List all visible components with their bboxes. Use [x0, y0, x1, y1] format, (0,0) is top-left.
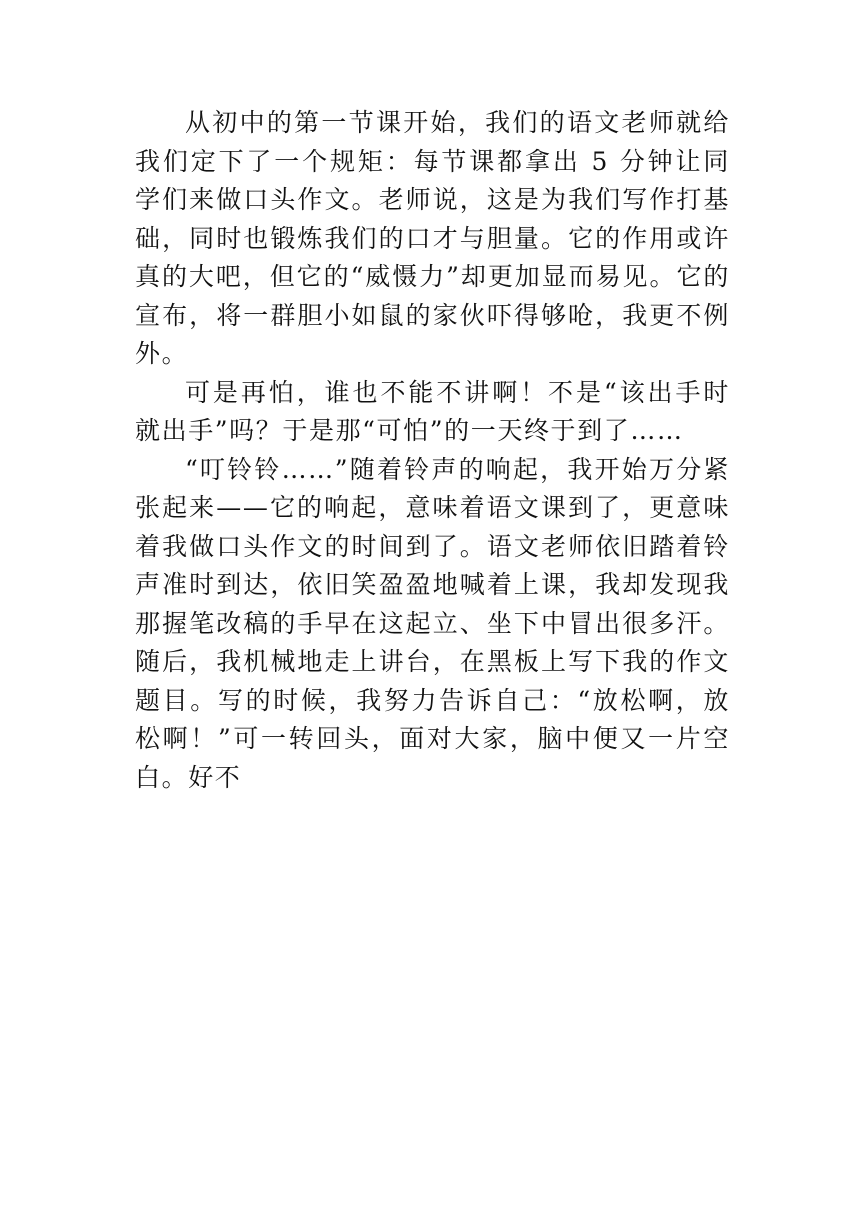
- essay-body: [135, 104, 730, 797]
- paragraph-1: 从初中的第一节课开始，我们的语文老师就给我们定下了一个规矩：每节课都拿出 5 分钟让同学们来做口头作文。老师说，这是为我们写作打基础，同时也锻炼我们的口才与胆量。它的作用或许真的大吧，但它的“威慑力”却更加显而易见。它的宣布，将一群胆小如鼠的家伙吓得够呛，我更不例外。: [135, 108, 730, 368]
- paragraph-2: 可是再怕，谁也不能不讲啊！不是“该出手时就出手”吗？于是那“可怕”的一天终于到了……: [135, 377, 730, 445]
- paragraph-3: “叮铃铃……”随着铃声的响起，我开始万分紧张起来——它的响起，意味着语文课到了，更意味着我做口头作文的时间到了。语文老师依旧踏着铃声准时到达，依旧笑盈盈地喊着上课，我却发现我那握笔改稿的手早在这起立、坐下中冒出很多汗。随后，我机械地走上讲台，在黑板上写下我的作文题目。写的时候，我努力告诉自己：“放松啊，放松啊！”可一转回头，面对大家，脑中便又一片空白。好不: [135, 454, 730, 792]
